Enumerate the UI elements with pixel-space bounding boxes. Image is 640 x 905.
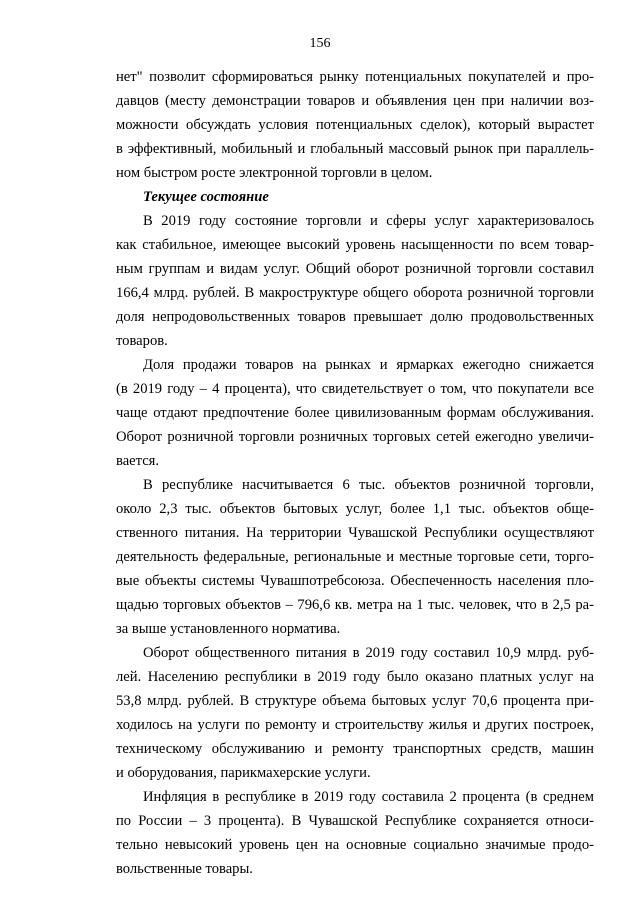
text-line: вается. (116, 453, 160, 469)
text-line: вые объекты системы Чувашпотребсоюза. Обеспеченность населения пло- (116, 573, 594, 589)
text-line: Оборот розничной торговли розничных торговых сетей ежегодно увеличи- (116, 429, 594, 445)
text-line: в эффективный, мобильный и глобальный массовый рынок при параллель- (116, 141, 594, 157)
text-line: (в 2019 году – 4 процента), что свидетельствует о том, что покупатели все (116, 381, 594, 397)
text-line: техническому обслуживанию и ремонту транспортных средств, машин (116, 741, 594, 757)
text-line: нет" позволит сформироваться рынку потенциальных покупателей и про- (116, 69, 594, 85)
text-line: ходилось на услуги по ремонту и строительству жилья и других построек, (116, 717, 594, 733)
text-line: вольственные товары. (116, 861, 253, 877)
text-line: лей. Населению республики в 2019 году было оказано платных услуг на (116, 669, 594, 685)
text-line: ном быстром росте электронной торговли в целом. (116, 165, 433, 181)
text-line: ственного питания. На территории Чувашской Республики осуществляют (116, 525, 594, 541)
text-line: чаще отдают предпочтение более цивилизованным формам обслуживания. (116, 405, 594, 421)
text-line: товаров. (116, 333, 168, 349)
text-line: Доля продажи товаров на рынках и ярмарках ежегодно снижается (143, 357, 594, 373)
text-line: как стабильное, имеющее высокий уровень насыщенности по всем товар- (116, 237, 594, 253)
page-number: 156 (309, 36, 331, 51)
text-line: 53,8 млрд. рублей. В структуре объема бытовых услуг 70,6 процента при- (116, 693, 594, 709)
text-line: 166,4 млрд. рублей. В макроструктуре общего оборота розничной торговли (116, 285, 594, 301)
text-line: В 2019 году состояние торговли и сферы услуг характеризовалось (143, 213, 594, 229)
text-line: можности обсуждать условия потенциальных сделок), который вырастет (116, 117, 594, 133)
text-line: щадью торговых объектов – 796,6 кв. метра на 1 тыс. человек, что в 2,5 ра- (116, 597, 594, 613)
text-line: В республике насчитывается 6 тыс. объектов розничной торговли, (143, 477, 594, 493)
text-line: давцов (месту демонстрации товаров и объявления цен при наличии воз- (116, 93, 594, 109)
text-line: доля непродовольственных товаров превышает долю продовольственных (116, 309, 594, 325)
text-line: ным группам и видам услуг. Общий оборот розничной торговли составил (116, 261, 594, 277)
section-heading: Текущее состояние (143, 189, 269, 205)
text-line: около 2,3 тыс. объектов бытовых услуг, более 1,1 тыс. объектов обще- (116, 501, 594, 517)
text-line: за выше установленного норматива. (116, 621, 341, 637)
text-line: по России – 3 процента). В Чувашской Республике сохраняется относи- (116, 813, 594, 829)
text-line: Оборот общественного питания в 2019 году составил 10,9 млрд. руб- (143, 645, 594, 661)
text-line: и оборудования, парикмахерские услуги. (116, 765, 371, 781)
text-line: Инфляция в республике в 2019 году составила 2 процента (в среднем (143, 789, 594, 805)
text-line: тельно невысокий уровень цен на основные социально значимые продо- (116, 837, 594, 853)
text-line: деятельность федеральные, региональные и местные торговые сети, торго- (116, 549, 594, 565)
